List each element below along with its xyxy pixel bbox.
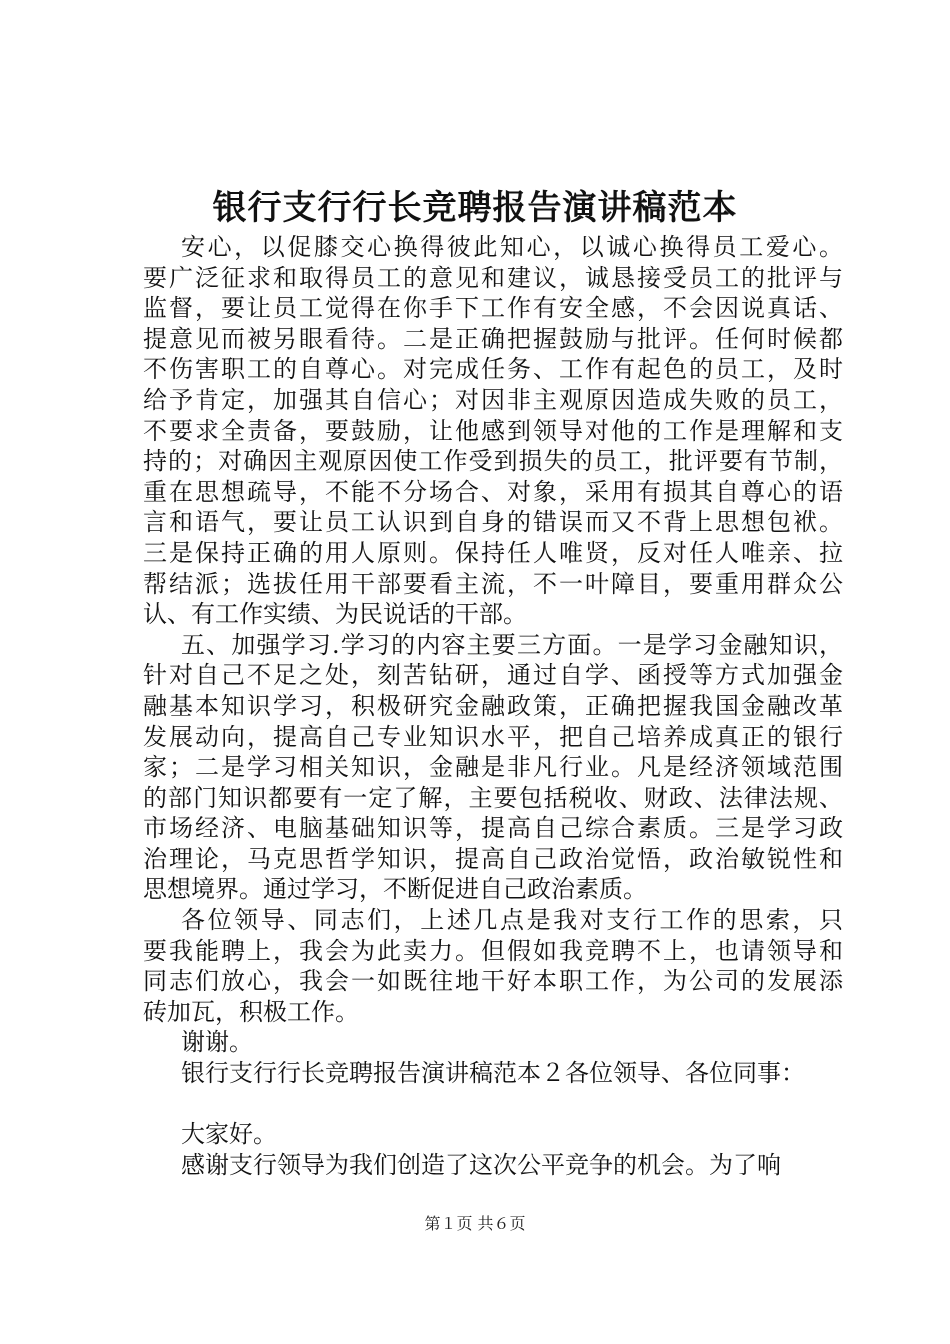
- body-line: 市场经济、电脑基础知识等，提高自己综合素质。三是学习政: [143, 814, 843, 843]
- body-line: 不伤害职工的自尊心。对完成任务、工作有起色的员工，及时: [143, 355, 843, 384]
- body-line: 提意见而被另眼看待。二是正确把握鼓励与批评。任何时候都: [143, 324, 843, 353]
- body-line: 大家好。: [181, 1120, 277, 1149]
- body-line: 各位领导、同志们，上述几点是我对支行工作的思索，只: [181, 906, 843, 935]
- body-line: 融基本知识学习，积极研究金融政策，正确把握我国金融改革: [143, 691, 843, 720]
- body-line: [143, 1089, 843, 1120]
- body-line: 安心，以促膝交心换得彼此知心，以诚心换得员工爱心。: [181, 233, 843, 261]
- body-line: 发展动向，提高自己专业知识水平，把自己培养成真正的银行: [143, 722, 843, 751]
- body-line: 认、有工作实绩、为民说话的干部。: [143, 600, 527, 629]
- body-line: 要我能聘上，我会为此卖力。但假如我竞聘不上，也请领导和: [143, 936, 843, 965]
- body-line: 治理论，马克思哲学知识，提高自己政治觉悟，政治敏锐性和: [143, 844, 843, 873]
- body-line: 五、加强学习.学习的内容主要三方面。一是学习金融知识，: [181, 630, 843, 659]
- page-footer: 第１页 共６页: [424, 1214, 526, 1233]
- body-line: 给予肯定，加强其自信心；对因非主观原因造成失败的员工，: [143, 385, 843, 414]
- body-line: 重在思想疏导，不能不分场合、对象，采用有损其自尊心的语: [143, 477, 843, 506]
- body-line: 谢谢。: [181, 1028, 253, 1057]
- body-line: 要广泛征求和取得员工的意见和建议，诚恳接受员工的批评与: [143, 263, 843, 292]
- body-line: 思想境界。通过学习，不断促进自己政治素质。: [143, 875, 647, 904]
- body-line: 帮结派；选拔任用干部要看主流，不一叶障目，要重用群众公: [143, 569, 843, 598]
- body-line: 的部门知识都要有一定了解，主要包括税收、财政、法律法规、: [143, 783, 843, 812]
- body-line: 不要求全责备，要鼓励，让他感到领导对他的工作是理解和支: [143, 416, 843, 445]
- body-line: 监督，要让员工觉得在你手下工作有安全感，不会因说真话、: [143, 294, 843, 323]
- body-line: 言和语气，要让员工认识到自身的错误而又不背上思想包袱。: [143, 508, 843, 537]
- body-line: 银行支行行长竞聘报告演讲稿范本２各位领导、各位同事：: [181, 1059, 805, 1088]
- document-body: [143, 232, 843, 1180]
- body-line: 同志们放心，我会一如既往地干好本职工作，为公司的发展添: [143, 967, 843, 996]
- body-line: 三是保持正确的用人原则。保持任人唯贤，反对任人唯亲、拉: [143, 538, 843, 567]
- document-title: 银行支行行长竞聘报告演讲稿范本: [212, 188, 738, 228]
- body-line: 感谢支行领导为我们创造了这次公平竞争的机会。为了响: [181, 1150, 781, 1179]
- body-line: 砖加瓦，积极工作。: [143, 997, 359, 1026]
- body-line: 持的；对确因主观原因使工作受到损失的员工，批评要有节制，: [143, 447, 843, 476]
- body-line: 针对自己不足之处，刻苦钻研，通过自学、函授等方式加强金: [143, 661, 843, 690]
- body-line: 家；二是学习相关知识，金融是非凡行业。凡是经济领域范围: [143, 753, 843, 782]
